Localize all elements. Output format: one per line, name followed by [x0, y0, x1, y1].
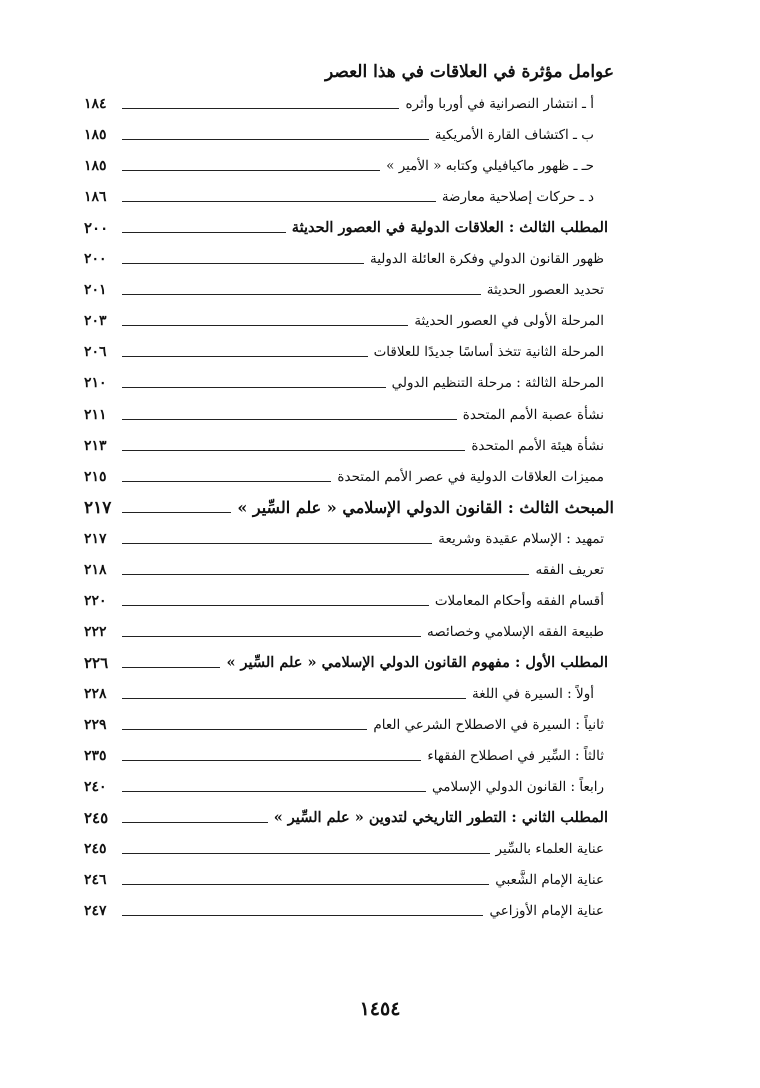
toc-leader-line — [122, 853, 490, 854]
toc-leader-line — [122, 294, 481, 295]
toc-entry — [84, 771, 614, 802]
toc-leader-line — [122, 325, 408, 326]
toc-leader-line — [122, 698, 466, 699]
toc-entry — [84, 398, 614, 429]
toc-leader-line — [122, 667, 220, 668]
toc-leader-line — [122, 822, 268, 823]
toc-entry-title: ب ـ اكتشاف القارة الأمريكية — [434, 127, 594, 144]
toc-entry-page: ٢٠١ — [84, 282, 107, 299]
toc-entry-page: ٢٤٥ — [84, 809, 109, 828]
toc-entry-title: أقسام الفقه وأحكام المعاملات — [434, 592, 604, 609]
toc-entry — [84, 181, 614, 212]
toc-leader-line — [122, 139, 429, 140]
toc-leader-line — [122, 512, 231, 513]
toc-entry — [84, 678, 614, 709]
toc-entry — [84, 585, 614, 616]
toc-entry-title: عناية العلماء بالسِّير — [495, 841, 604, 858]
toc-leader-line — [122, 387, 386, 388]
toc-entry-page: ٢٠٠ — [84, 251, 107, 268]
toc-entry-page: ٢٤٠ — [84, 779, 107, 796]
toc-leader-line — [122, 791, 426, 792]
toc-entry-title: ظهور القانون الدولي وفكرة العائلة الدولية — [369, 251, 604, 268]
toc-leader-line — [122, 574, 529, 575]
toc-entry-title: حـ ـ ظهور ماكيافيلي وكتابه « الأمير » — [386, 158, 594, 175]
toc-entry-title: المرحلة الثالثة : مرحلة التنظيم الدولي — [391, 375, 604, 392]
toc-entry-page: ٢٢٦ — [84, 653, 109, 672]
toc-entry — [84, 833, 614, 864]
toc-entry-title: المرحلة الأولى في العصور الحديثة — [414, 313, 604, 330]
toc-entry-page: ٢١٧ — [84, 530, 107, 547]
page-number: ١٤٥٤ — [359, 998, 401, 1020]
toc-leader-line — [122, 450, 465, 451]
toc-entry — [84, 150, 614, 181]
toc-entry-page: ٢٠٦ — [84, 344, 107, 361]
toc-entry-page: ١٨٦ — [84, 189, 107, 206]
toc-entry — [84, 523, 614, 554]
toc-entry-page: ٢٢٢ — [84, 623, 107, 640]
toc-entry — [84, 864, 614, 895]
toc-leader-line — [122, 636, 421, 637]
toc-entry-page: ٢١٣ — [84, 437, 107, 454]
toc-entry-page: ١٨٤ — [84, 96, 107, 113]
toc-entry-title: نشأة هيئة الأمم المتحدة — [471, 437, 604, 454]
toc-entry-title: عناية الإمام الأوزاعي — [489, 903, 604, 920]
toc-entry-title: المطلب الثالث : العلاقات الدولية في العصور الحديثة — [291, 219, 608, 237]
toc-entry — [84, 88, 614, 119]
toc-entry-page: ٢١٧ — [84, 497, 112, 518]
toc-leader-line — [122, 356, 368, 357]
toc-entry — [84, 554, 614, 585]
toc-leader-line — [122, 201, 436, 202]
toc-entry-page: ٢٠٣ — [84, 313, 107, 330]
toc-entry — [84, 119, 614, 150]
toc-entry — [84, 243, 614, 274]
toc-list — [84, 88, 614, 926]
toc-entry — [84, 430, 614, 461]
toc-entry-title: نشأة عصبة الأمم المتحدة — [462, 406, 604, 423]
toc-entry — [84, 802, 614, 833]
toc-entry-title: عناية الإمام الشَّعبي — [495, 872, 604, 889]
toc-entry-page: ٢١١ — [84, 406, 107, 423]
toc-leader-line — [122, 170, 380, 171]
toc-entry — [84, 647, 614, 678]
toc-entry-page: ٢٤٦ — [84, 872, 107, 889]
toc-entry-title: د ـ حركات إصلاحية معارضة — [441, 189, 594, 206]
toc-leader-line — [122, 108, 399, 109]
toc-entry-page: ٢١٠ — [84, 375, 107, 392]
toc-entry-title: المرحلة الثانية تتخذ أساسًا جديدًا للعلاقات — [373, 344, 604, 361]
toc-entry-title: المبحث الثالث : القانون الدولي الإسلامي « علم السِّير » — [237, 497, 614, 517]
toc-entry — [84, 709, 614, 740]
toc-entry-page: ٢١٥ — [84, 468, 107, 485]
toc-entry — [84, 740, 614, 771]
toc-entry-page: ٢٠٠ — [84, 219, 109, 238]
toc-entry-title: تعريف الفقه — [535, 561, 604, 578]
toc-entry — [84, 367, 614, 398]
toc-entry-page: ١٨٥ — [84, 127, 107, 144]
toc-entry-page: ٢٤٧ — [84, 903, 107, 920]
toc-entry — [84, 305, 614, 336]
toc-entry-title: المطلب الأول : مفهوم القانون الدولي الإسلامي « علم السِّير » — [226, 653, 608, 671]
toc-entry-title: تحديد العصور الحديثة — [486, 282, 604, 299]
toc-leader-line — [122, 605, 429, 606]
toc-entry-title: المطلب الثاني : التطور التاريخي لتدوين « علم السِّير » — [273, 809, 608, 827]
toc-entry-page: ٢٢٠ — [84, 592, 107, 609]
toc-leader-line — [122, 419, 457, 420]
toc-entry-title: تمهيد : الإسلام عقيدة وشريعة — [438, 530, 604, 547]
toc-entry-page: ٢٤٥ — [84, 841, 107, 858]
toc-leader-line — [122, 884, 489, 885]
section-heading: عوامل مؤثرة في العلاقات في هذا العصر — [324, 62, 614, 82]
toc-entry-page: ٢٢٩ — [84, 716, 107, 733]
toc-entry-page: ٢٢٨ — [84, 685, 107, 702]
toc-leader-line — [122, 760, 421, 761]
toc-entry-title: ثانياً : السيرة في الاصطلاح الشرعي العام — [373, 716, 604, 733]
toc-entry — [84, 616, 614, 647]
toc-entry-title: أ ـ انتشار النصرانية في أوربا وأثره — [405, 96, 594, 113]
toc-entry — [84, 212, 614, 243]
toc-leader-line — [122, 481, 331, 482]
toc-entry — [84, 492, 614, 523]
toc-entry-page: ١٨٥ — [84, 158, 107, 175]
toc-entry-title: ثالثاً : السِّير في اصطلاح الفقهاء — [427, 748, 604, 765]
toc-entry-page: ٢١٨ — [84, 561, 107, 578]
toc-entry-title: مميزات العلاقات الدولية في عصر الأمم المتحدة — [337, 468, 604, 485]
toc-entry-title: أولاً : السيرة في اللغة — [472, 685, 594, 702]
toc-entry-title: رابعاً : القانون الدولي الإسلامي — [432, 779, 604, 796]
toc-leader-line — [122, 543, 432, 544]
toc-leader-line — [122, 729, 367, 730]
toc-entry — [84, 336, 614, 367]
toc-entry — [84, 895, 614, 926]
toc-entry — [84, 274, 614, 305]
toc-entry — [84, 461, 614, 492]
toc-leader-line — [122, 232, 286, 233]
toc-entry-page: ٢٣٥ — [84, 748, 107, 765]
toc-entry-title: طبيعة الفقه الإسلامي وخصائصه — [427, 623, 604, 640]
toc-leader-line — [122, 915, 483, 916]
toc-leader-line — [122, 263, 364, 264]
